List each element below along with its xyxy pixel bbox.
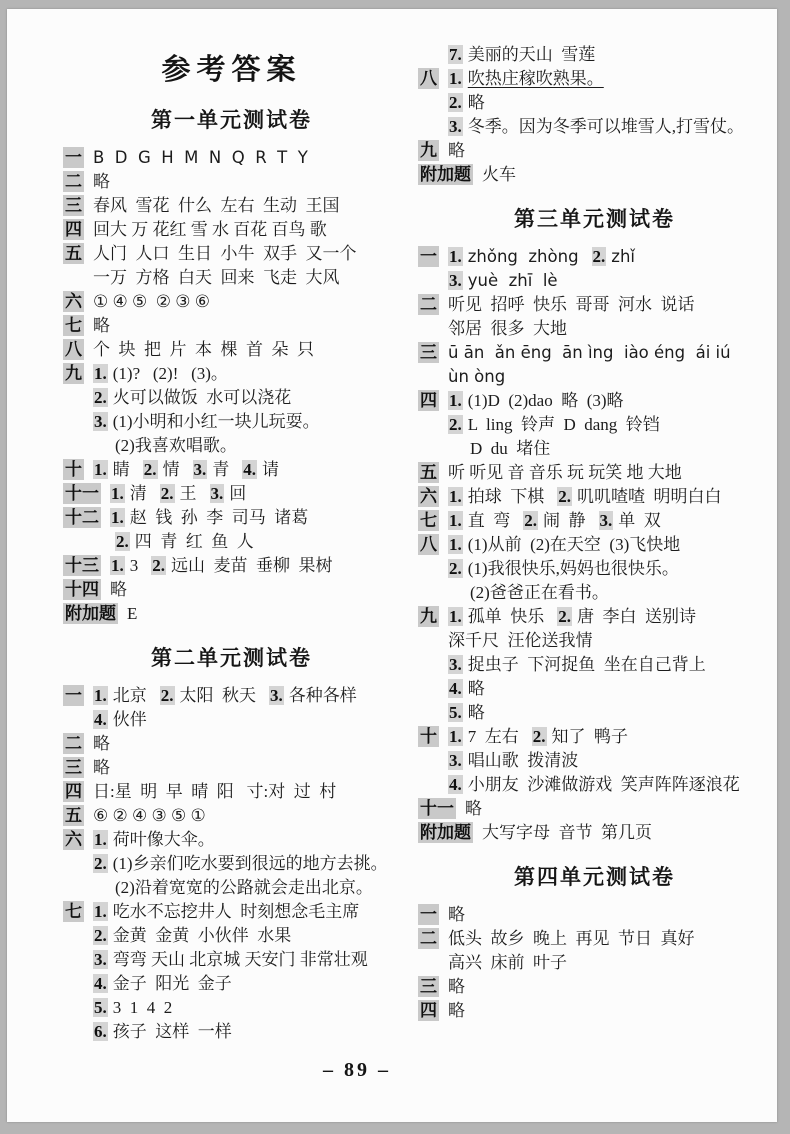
answer-text: 个 块 把 片 本 棵 首 朵 只 [93,340,314,359]
section-marker: 二 [65,172,82,191]
right-column [418,43,771,1044]
answer-text: (2)爸爸正在看书。 [470,583,609,602]
answer-text: 听见 招呼 快乐 哥哥 河水 说话 [448,295,695,314]
page-number: – 89 – [323,1059,391,1081]
section-marker: 七 [420,511,438,530]
item-number: 5. [449,703,462,722]
answer-text-underlined: 吹热庄稼吹熟果。 [467,69,604,88]
answer-line [63,314,400,338]
item-number: 1. [449,607,462,626]
item-number: 4. [449,679,462,698]
section-marker: 一 [420,905,438,924]
item-number: 2. [532,727,546,746]
answer-line [418,67,771,91]
answer-text: 弯弯 天山 北京城 天安门 非常壮观 [112,950,368,969]
item-number: 3. [599,511,613,530]
item-number: 7. [449,45,462,64]
answer-text: 邻居 很多 大地 [448,319,568,338]
answer-line [63,290,400,314]
section-marker: 一 [65,686,82,705]
answer-line [418,533,771,557]
answer-text: 王 [179,484,197,503]
answer-line [63,218,400,242]
answer-text: ⑥ ② ④ ③ ⑤ ① [93,806,206,825]
section-marker: 附加题 [420,165,472,184]
answer-text: 冬季。因为冬季可以堆雪人,打雪仗。 [467,117,745,136]
answer-line [63,602,400,626]
answer-line [418,389,771,413]
answer-line [63,554,400,578]
answer-text: 略 [467,93,485,112]
answer-text: 单 双 [618,511,661,530]
section-marker: 九 [420,141,438,160]
section-marker: 三 [420,977,438,996]
item-number: 3. [270,686,283,705]
answer-text: 7 左右 [467,727,519,746]
section-marker: 四 [420,391,438,410]
item-number: 2. [160,484,174,503]
section-marker: 八 [420,69,438,88]
item-number: 2. [524,511,538,530]
answer-line [63,482,400,506]
answer-line [418,557,771,581]
answer-line [63,924,400,948]
answer-text: E [127,604,138,623]
item-number: 1. [449,727,462,746]
item-number: 2. [449,415,462,434]
unit-heading: 第四单元测试卷 [514,865,675,889]
answer-text: 火可以做饭 水可以浇花 [112,388,292,407]
item-number: 1. [449,535,462,554]
answer-line [418,927,771,951]
item-number: 3. [94,412,107,431]
answer-line [418,509,771,533]
section-marker: 十四 [65,580,99,599]
answer-line [418,293,771,317]
answer-line [63,804,400,828]
answer-text: 唐 李白 送别诗 [577,607,697,626]
item-number: 2. [449,93,462,112]
item-number: 6. [94,1022,107,1041]
section-marker: 二 [420,929,438,948]
item-number: 3. [449,117,462,136]
item-number: 4. [94,710,107,729]
section-marker: 三 [65,758,82,777]
answer-text: 知了 鸭子 [551,727,629,746]
answer-text: 略 [93,758,110,777]
answer-text: 闹 静 [543,511,586,530]
pinyin-text: ū ān ǎn ēng ān ìng iào éng ái iú [448,343,731,362]
section-marker: 八 [420,535,438,554]
item-number: 4. [243,460,256,479]
section-marker: 十三 [65,556,99,575]
answer-line [63,458,400,482]
answer-text: 略 [465,799,483,818]
answer-line [63,434,400,458]
answer-line [63,732,400,756]
section-marker: 六 [420,487,438,506]
section-marker: 七 [65,316,82,335]
item-number: 2. [116,532,129,551]
item-number: 1. [449,487,462,506]
item-number: 1. [449,247,462,266]
answer-text: 金子 阳光 金子 [112,974,232,993]
answer-text: 吃水不忘挖井人 时刻想念毛主席 [112,902,360,921]
item-number: 2. [94,854,107,873]
answer-line [418,677,771,701]
answer-text: 各种各样 [288,686,357,705]
section-marker: 二 [420,295,438,314]
answer-line [418,653,771,677]
answer-text: 低头 故乡 晚上 再见 节日 真好 [448,929,695,948]
answer-line [418,163,771,187]
answer-text: 回大 万 花红 雪 水 百花 百鸟 歌 [93,220,327,239]
answer-line [418,485,771,509]
answer-line [418,773,771,797]
item-number: 3. [210,484,224,503]
answer-text: 睛 [112,460,130,479]
answer-line [418,245,771,269]
answer-text: 略 [93,172,110,191]
item-number: 3. [449,751,462,770]
answer-line [63,876,400,900]
answer-line [63,362,400,386]
section-marker: 五 [420,463,438,482]
answer-line [63,578,400,602]
answer-text: 孩子 这样 一样 [112,1022,232,1041]
section-marker: 四 [65,220,82,239]
section-marker: 九 [65,364,82,383]
section-marker: 十 [65,460,82,479]
section-marker: 七 [65,902,82,921]
answer-line [63,900,400,924]
answer-text: 3 1 4 2 [112,998,173,1017]
answer-text: 青 [212,460,230,479]
item-number: 1. [111,484,124,503]
unit-heading: 第二单元测试卷 [151,646,312,670]
section-marker: 一 [420,247,438,266]
answer-line [418,605,771,629]
answer-line [418,269,771,293]
answer-line [63,194,400,218]
item-number: 3. [449,271,462,290]
pinyin-text: zhǒng zhòng [467,247,579,266]
answer-text: 高兴 床前 叶子 [448,953,568,972]
answer-text: 四 青 红 鱼 人 [134,532,254,551]
answer-text: 略 [110,580,127,599]
answer-line [63,146,400,170]
item-number: 2. [558,607,572,626]
pinyin-text: B D G H M N Q R T Y [93,148,308,167]
answer-line [418,701,771,725]
answer-text: 人门 人口 生日 小牛 双手 又一个 [93,244,357,263]
answer-text: (1)乡亲们吃水要到很远的地方去挑。 [112,854,388,873]
pinyin-text: zhǐ [611,247,635,266]
answer-text: 远山 麦苗 垂柳 果树 [171,556,333,575]
answer-line [418,821,771,845]
answer-line [63,242,400,266]
answer-text: 略 [448,1001,466,1020]
answer-line [63,170,400,194]
section-marker: 十 [420,727,438,746]
answer-line [418,951,771,975]
answer-text: 请 [262,460,279,479]
answer-line [63,852,400,876]
answer-line [418,91,771,115]
item-number: 2. [160,686,174,705]
answer-text: 听 听见 音 音乐 玩 玩笑 地 大地 [448,463,682,482]
answer-text: 略 [448,141,466,160]
item-number: 3. [94,950,107,969]
answer-line [418,413,771,437]
answer-line [63,386,400,410]
section-marker: 附加题 [420,823,472,842]
answer-text: 伙伴 [112,710,147,729]
left-column [63,43,400,1044]
answer-line [63,684,400,708]
answer-line [418,999,771,1023]
answer-text: L ling 铃声 D dang 铃铛 [467,415,660,434]
answer-text: ① ④ ⑤ ② ③ ⑥ [93,292,210,311]
answer-text: 叽叽喳喳 明明白白 [577,487,722,506]
item-number: 2. [449,559,462,578]
answer-text: 太阳 秋天 [179,686,256,705]
answer-line [418,365,771,389]
answer-line [418,581,771,605]
section-marker: 十一 [65,484,99,503]
answer-line [418,461,771,485]
item-number: 5. [94,998,107,1017]
item-number: 4. [94,974,107,993]
answer-line [63,266,400,290]
item-number: 2. [558,487,572,506]
answer-text: 略 [93,316,110,335]
item-number: 4. [449,775,462,794]
answer-line [63,948,400,972]
section-marker: 附加题 [65,604,116,623]
answer-text: 清 [129,484,147,503]
answer-text: 金黄 金黄 小伙伴 水果 [112,926,292,945]
section-marker: 八 [65,340,82,359]
item-number: 1. [94,902,107,921]
answer-line [63,828,400,852]
unit-heading: 第一单元测试卷 [151,108,312,132]
section-marker: 五 [65,244,82,263]
page-content [7,9,777,1044]
answer-line [418,139,771,163]
answer-text: D du 堵住 [470,439,551,458]
answer-text: 略 [467,679,485,698]
answer-line [63,506,400,530]
answer-text: 略 [467,703,485,722]
answer-text: 略 [93,734,110,753]
item-number: 1. [449,69,462,88]
answer-line [418,903,771,927]
answer-key-page [7,9,777,1122]
answer-text: 一万 方格 白天 回来 飞走 大风 [93,268,340,287]
answer-line [63,996,400,1020]
answer-line [418,317,771,341]
answer-text: 唱山歌 拨清波 [467,751,579,770]
answer-text: (2)我喜欢唱歌。 [115,436,237,455]
answer-text: 日:星 明 早 晴 阳 寸:对 过 村 [93,782,337,801]
unit-heading: 第三单元测试卷 [514,207,675,231]
item-number: 1. [94,364,107,383]
page-title: 参考答案 [161,54,302,86]
item-number: 2. [94,388,107,407]
section-marker: 三 [65,196,82,215]
item-number: 1. [449,511,462,530]
answer-line [418,975,771,999]
answer-text: 捉虫子 下河捉鱼 坐在自己背上 [467,655,706,674]
section-marker: 二 [65,734,82,753]
answer-text: (1)? (2)! (3)。 [112,364,228,383]
item-number: 1. [111,508,124,527]
answer-line [63,708,400,732]
answer-text: 3 [129,556,139,575]
item-number: 3. [193,460,207,479]
answer-text: 孤单 快乐 [467,607,545,626]
answer-text: 春风 雪花 什么 左右 生动 王国 [93,196,340,215]
answer-text: 情 [162,460,180,479]
item-number: 1. [94,686,107,705]
item-number: 3. [449,655,462,674]
answer-text: (2)沿着宽宽的公路就会走出北京。 [115,878,373,897]
section-marker: 四 [420,1001,438,1020]
answer-text: 回 [229,484,247,503]
section-marker: 九 [420,607,438,626]
answer-text: 大写字母 音节 第几页 [482,823,653,842]
answer-line [418,797,771,821]
answer-text: 直 弯 [467,511,511,530]
answer-text: (1)从前 (2)在天空 (3)飞快地 [467,535,681,554]
answer-text: 小朋友 沙滩做游戏 笑声阵阵逐浪花 [467,775,740,794]
item-number: 1. [94,830,107,849]
item-number: 2. [592,247,606,266]
item-number: 1. [111,556,124,575]
item-number: 1. [449,391,462,410]
section-marker: 五 [65,806,82,825]
answer-text: 北京 [112,686,147,705]
item-number: 1. [94,460,107,479]
item-number: 2. [143,460,157,479]
answer-text: 略 [448,905,466,924]
answer-text: 深千尺 汪伦送我情 [448,631,593,650]
answer-text: (1)小明和小红一块儿玩耍。 [112,412,320,431]
answer-text: 火车 [482,165,517,184]
section-marker: 十二 [65,508,99,527]
answer-line [63,780,400,804]
answer-line [418,341,771,365]
answer-line [63,410,400,434]
answer-text: 略 [448,977,466,996]
section-marker: 十一 [420,799,455,818]
answer-line [418,43,771,67]
answer-line [418,725,771,749]
answer-text: (1)D (2)dao 略 (3)略 [467,391,624,410]
answer-line [418,115,771,139]
answer-text: 拍球 下棋 [467,487,545,506]
section-marker: 一 [65,148,82,167]
answer-text: 赵 钱 孙 李 司马 诸葛 [129,508,309,527]
answer-line [63,338,400,362]
item-number: 2. [152,556,165,575]
section-marker: 四 [65,782,82,801]
pinyin-text: yuè zhī lè [467,271,558,290]
item-number: 2. [94,926,107,945]
answer-line [63,1020,400,1044]
answer-line [418,437,771,461]
answer-line [63,756,400,780]
answer-text: 荷叶像大伞。 [112,830,215,849]
answer-line [63,972,400,996]
answer-text: (1)我很快乐,妈妈也很快乐。 [467,559,679,578]
section-marker: 六 [65,830,82,849]
section-marker: 三 [420,343,438,362]
answer-line [418,629,771,653]
answer-line [418,749,771,773]
answer-text: 美丽的天山 雪莲 [467,45,596,64]
pinyin-text: ùn òng [448,367,506,386]
section-marker: 六 [65,292,82,311]
answer-line [63,530,400,554]
